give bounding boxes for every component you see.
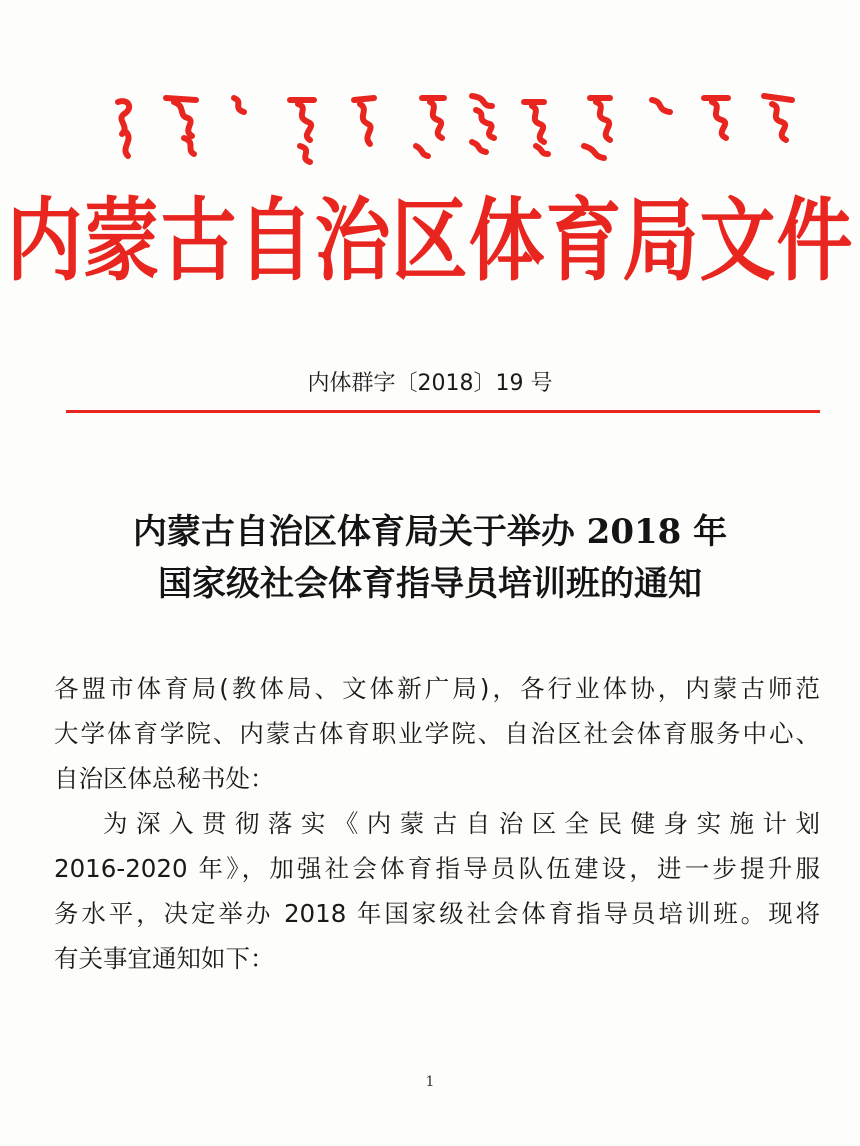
notice-title bbox=[0, 506, 860, 610]
document-header-title: 内蒙古自治区体育局文件 bbox=[6, 187, 854, 293]
document-number: 内体群字〔2018〕19 号 bbox=[307, 371, 553, 396]
notice-body bbox=[54, 666, 820, 981]
body-line: 自治区体总秘书处： bbox=[54, 764, 275, 793]
body-line: 各盟市体育局(教体局、文体新广局)，各行业体协，内蒙古师范 bbox=[54, 674, 820, 703]
body-line: 2016-2020 年》，加强社会体育指导员队伍建设，进一步提升服 bbox=[54, 854, 820, 883]
body-line: 务水平，决定举办 2018 年国家级社会体育指导员培训班。现将 bbox=[54, 899, 820, 928]
page-number: 1 bbox=[425, 1074, 435, 1090]
body-line: 为深入贯彻落实《内蒙古自治区全民健身实施计划 bbox=[103, 809, 820, 838]
notice-title-line: 内蒙古自治区体育局关于举办 2018 年 bbox=[132, 512, 728, 552]
notice-title-line: 国家级社会体育指导员培训班的通知 bbox=[158, 564, 702, 604]
body-line: 大学体育学院、内蒙古体育职业学院、自治区社会体育服务中心、 bbox=[54, 719, 820, 748]
mongolian-script-graphic bbox=[104, 88, 804, 170]
mongolian-script-heading bbox=[104, 88, 804, 170]
header-divider bbox=[66, 410, 820, 413]
body-line: 有关事宜通知如下： bbox=[54, 944, 275, 973]
